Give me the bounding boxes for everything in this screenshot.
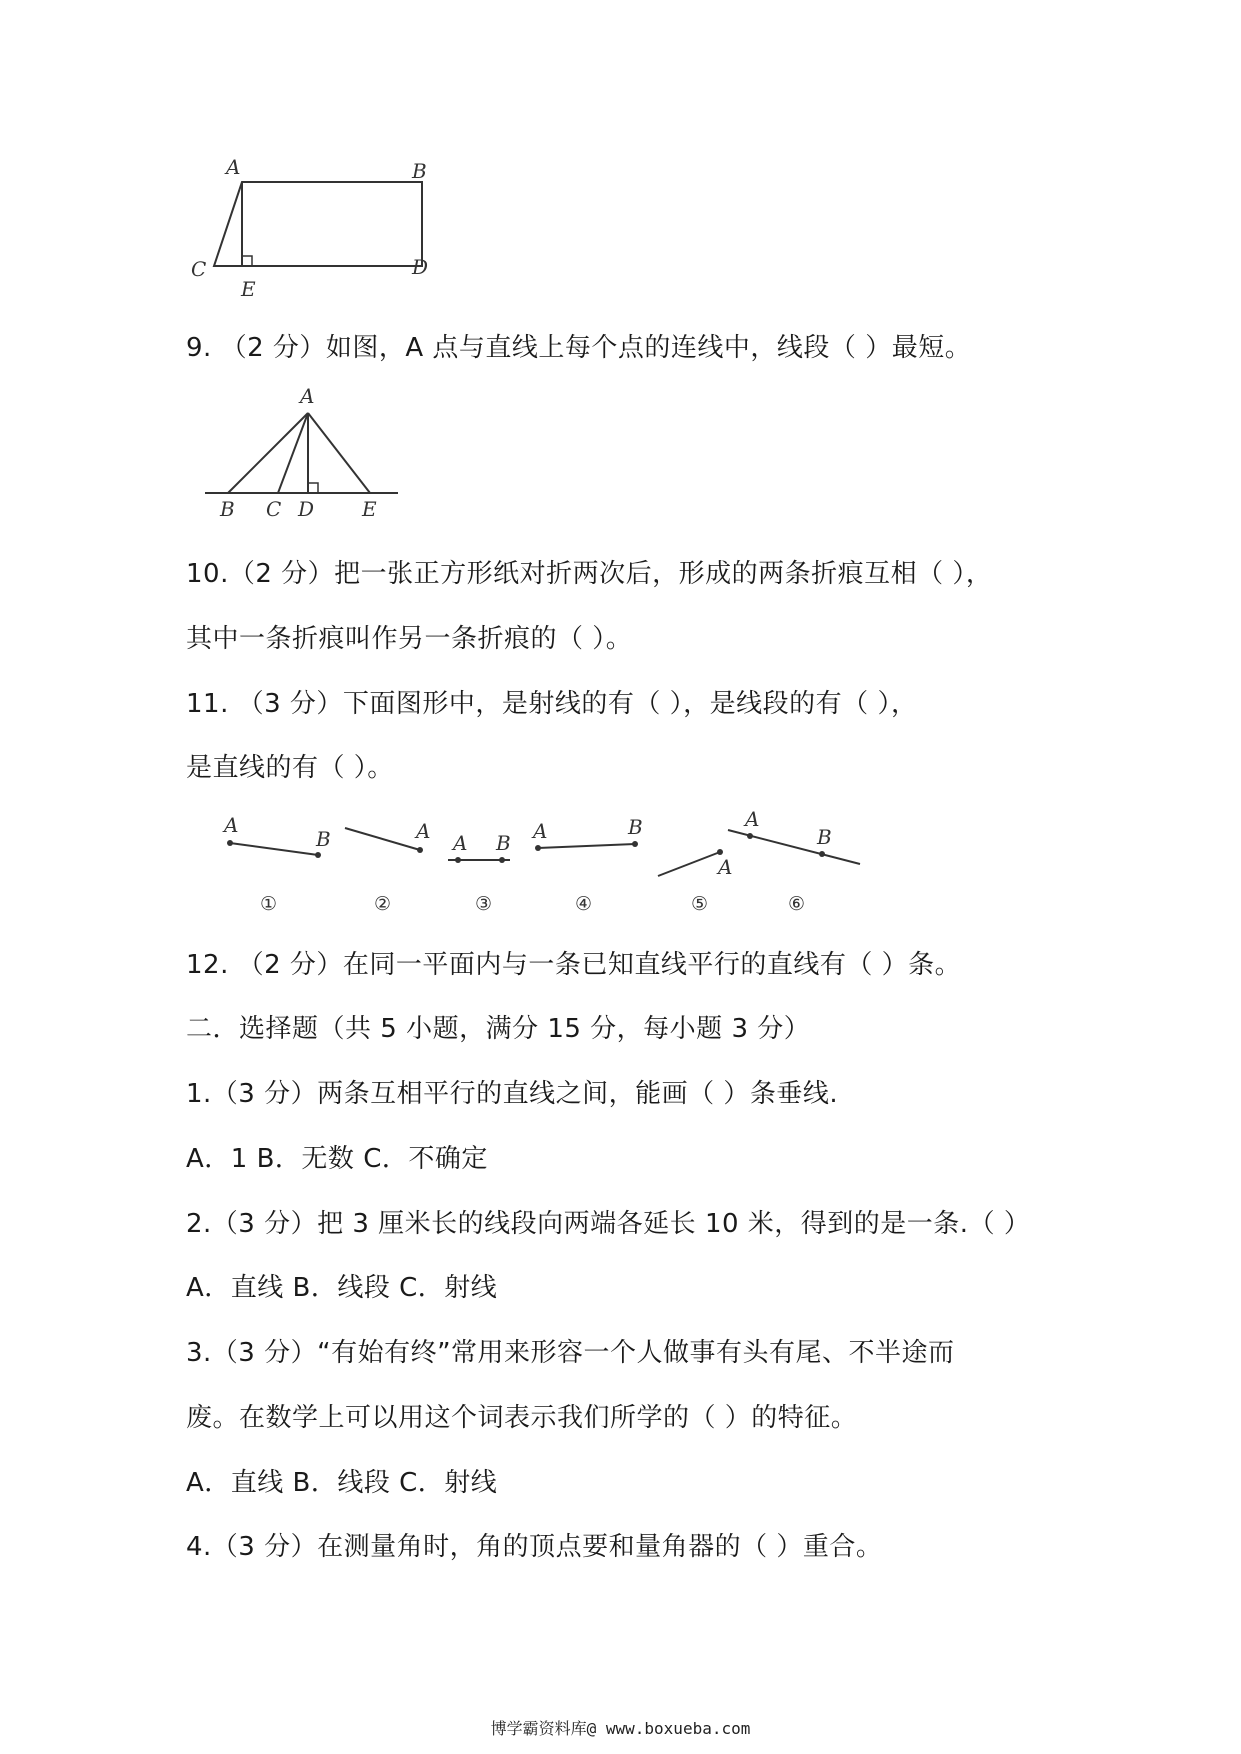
fig1-label-a: A [224, 813, 239, 837]
fig4-number: ④ [575, 893, 593, 915]
label-e: E [362, 497, 377, 521]
footer-watermark: 博学霸资料库@ www.boxueba.com [490, 1719, 751, 1738]
label-a: A [226, 155, 241, 179]
question-11-line-2: 是直线的有（ ）。 [186, 753, 394, 783]
fig5-label-a: A [718, 855, 733, 879]
choice-3-options: A．直线 B．线段 C．射线 [186, 1468, 498, 1498]
label-c: C [191, 257, 207, 281]
label-b: B [220, 497, 235, 521]
label-b: B [412, 159, 427, 183]
choice-1-options: A．1 B．无数 C．不确定 [186, 1144, 488, 1174]
parallelogram-figure [180, 155, 440, 301]
fig2-number: ② [374, 893, 392, 915]
fig4-label-a: A [533, 819, 548, 843]
label-e: E [241, 277, 256, 301]
choice-3-line-2: 废。在数学上可以用这个词表示我们所学的（ ）的特征。 [186, 1403, 858, 1433]
fig2-label-a: A [416, 819, 431, 843]
choice-2-options: A．直线 B．线段 C．射线 [186, 1273, 498, 1303]
question-9: 9. （2 分）如图，A 点与直线上每个点的连线中，线段（ ）最短。 [186, 333, 972, 363]
perpendicular-figure [200, 383, 410, 521]
choice-2-question: 2.（3 分）把 3 厘米长的线段向两端各延长 10 米，得到的是一条.（ ） [186, 1209, 1031, 1239]
label-d: D [298, 497, 315, 521]
fig3-number: ③ [475, 893, 493, 915]
fig4-label-b: B [628, 815, 643, 839]
choice-3-line-1: 3.（3 分）“有始有终”常用来形容一个人做事有头有尾、不半途而 [186, 1338, 955, 1368]
fig6-label-a: A [745, 807, 760, 831]
lines-figure [210, 808, 870, 918]
choice-4-question: 4.（3 分）在测量角时，角的顶点要和量角器的（ ）重合。 [186, 1532, 883, 1562]
question-10-line-2: 其中一条折痕叫作另一条折痕的（ ）。 [186, 624, 633, 654]
section-2-title: 二．选择题（共 5 小题，满分 15 分，每小题 3 分） [186, 1014, 811, 1044]
question-11-line-1: 11. （3 分）下面图形中，是射线的有（ ），是线段的有（ ）， [186, 689, 918, 719]
fig3-label-a: A [453, 831, 468, 855]
fig6-label-b: B [817, 825, 832, 849]
question-10-line-1: 10.（2 分）把一张正方形纸对折两次后，形成的两条折痕互相（ ）， [186, 559, 993, 589]
fig3-label-b: B [496, 831, 511, 855]
label-a: A [300, 384, 315, 408]
fig1-label-b: B [316, 827, 331, 851]
label-c: C [266, 497, 282, 521]
choice-1-question: 1.（3 分）两条互相平行的直线之间，能画（ ）条垂线. [186, 1079, 839, 1109]
fig1-number: ① [260, 893, 278, 915]
fig5-number: ⑤ [691, 893, 709, 915]
fig6-number: ⑥ [788, 893, 806, 915]
label-d: D [412, 255, 429, 279]
question-12: 12. （2 分）在同一平面内与一条已知直线平行的直线有（ ）条。 [186, 950, 962, 980]
